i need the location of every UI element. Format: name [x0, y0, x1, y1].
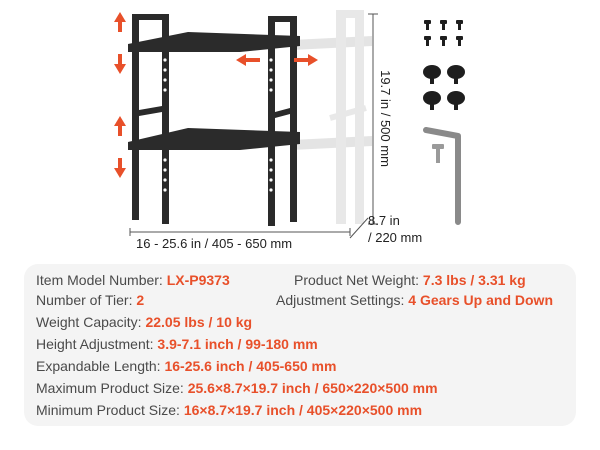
adjust-label: Adjustment Settings:	[276, 292, 405, 308]
spec-row-max-size	[36, 378, 438, 398]
model-value: LX-P9373	[166, 272, 230, 288]
spec-row-capacity	[36, 312, 252, 332]
spec-row-tier	[36, 290, 553, 310]
spec-row-min-size	[36, 400, 422, 420]
height-adjust-label: Height Adjustment:	[36, 336, 154, 352]
height-adjust-arrows	[114, 12, 126, 178]
min-size-label: Minimum Product Size:	[36, 402, 180, 418]
screws-icon	[424, 20, 463, 46]
width-dimension-label: 16 - 25.6 in / 405 - 650 mm	[136, 236, 293, 251]
expand-arrows	[236, 54, 318, 66]
tier-value: 2	[136, 292, 145, 308]
ghost-extended-shelf	[292, 14, 372, 224]
depth-dimension-line2: / 220 mm	[368, 230, 423, 245]
knobs-icon	[423, 65, 465, 110]
height-dimension-text: 19.7 in / 500 mm	[377, 69, 393, 167]
tier-label: Number of Tier:	[36, 292, 133, 308]
expand-label: Expandable Length:	[36, 358, 161, 374]
spec-panel	[24, 264, 576, 426]
capacity-label: Weight Capacity:	[36, 314, 142, 330]
min-size-value: 16×8.7×19.7 inch / 405×220×500 mm	[183, 402, 423, 418]
adjust-value: 4 Gears Up and Down	[408, 292, 553, 308]
adjust-pair	[276, 290, 553, 310]
max-size-value: 25.6×8.7×19.7 inch / 650×220×500 mm	[187, 380, 438, 396]
depth-dimension-label	[368, 212, 422, 246]
leg-holes	[163, 58, 272, 191]
model-label: Item Model Number:	[36, 272, 163, 288]
spec-row-model	[36, 270, 526, 290]
height-dimension-label	[370, 28, 400, 208]
weight-label: Product Net Weight:	[294, 272, 420, 288]
spec-row-height-adjust	[36, 334, 318, 354]
spec-row-expand	[36, 356, 336, 376]
allen-key-icon	[426, 130, 458, 222]
expand-value: 16-25.6 inch / 405-650 mm	[164, 358, 337, 374]
max-size-label: Maximum Product Size:	[36, 380, 184, 396]
weight-pair	[294, 270, 526, 290]
depth-dimension-line1: 8.7 in	[368, 213, 400, 228]
weight-value: 7.3 lbs / 3.31 kg	[422, 272, 526, 288]
capacity-value: 22.05 lbs / 10 kg	[145, 314, 253, 330]
height-adjust-value: 3.9-7.1 inch / 99-180 mm	[157, 336, 318, 352]
screw-icon	[432, 144, 444, 163]
